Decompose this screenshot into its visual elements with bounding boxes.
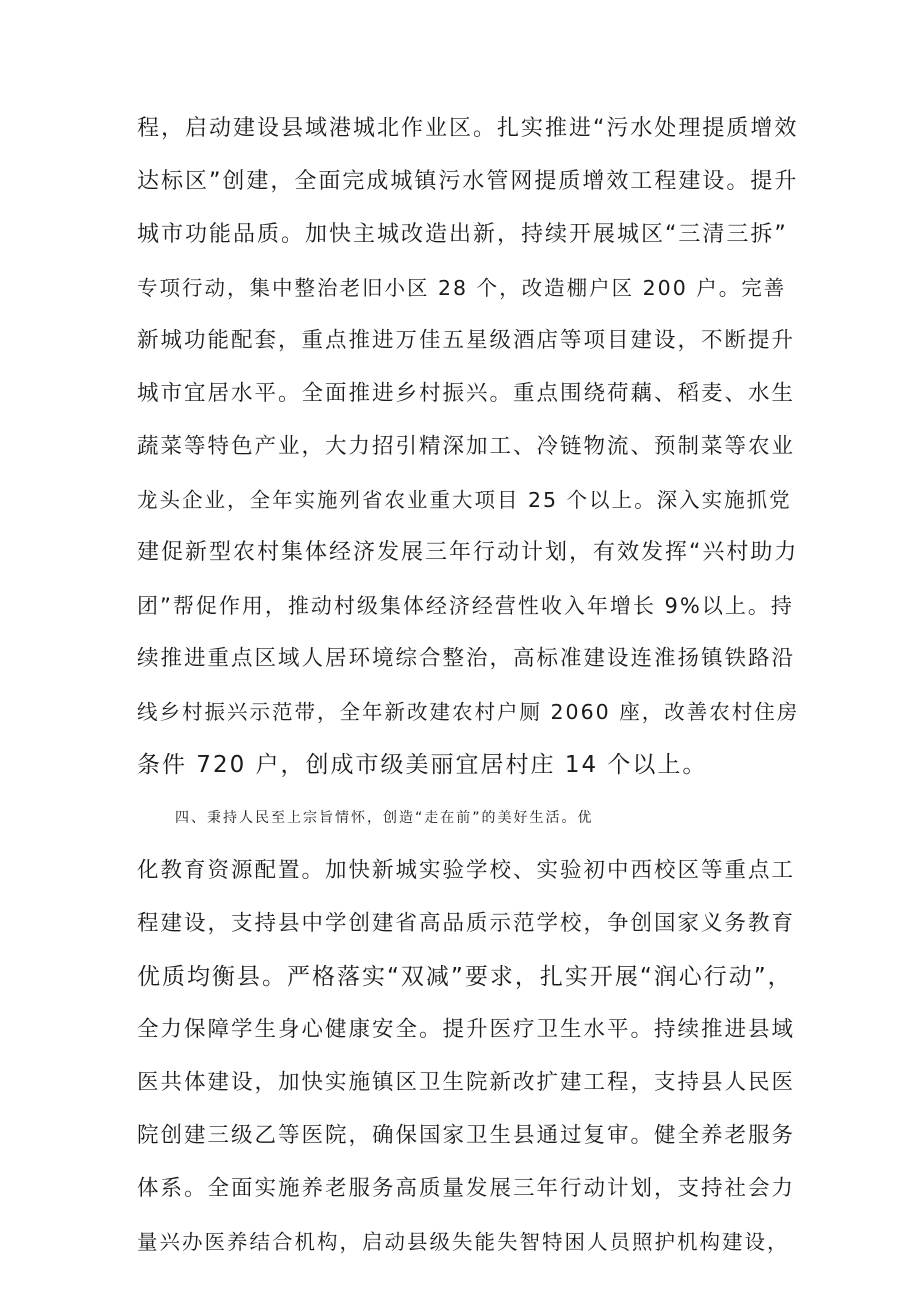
text-line: 达标区”创建，全面完成城镇污水管网提质增效工程建设。提升 [137, 169, 799, 194]
text-line: 体系。全面实施养老服务高质量发展三年行动计划，支持社会力 [137, 1176, 796, 1201]
text-line: 程，启动建设县域港城北作业区。扎实推进“污水处理提质增效 [137, 116, 799, 141]
text-line: 龙头企业，全年实施列省农业重大项目 25 个以上。深入实施抓党 [137, 488, 792, 512]
text-line: 优质均衡县。严格落实“双减”要求，扎实开展“润心行动”， [137, 964, 793, 990]
text-line: 医共体建设，加快实施镇区卫生院新改扩建工程，支持县人民医 [137, 1070, 796, 1095]
text-line: 全力保障学生身心健康安全。提升医疗卫生水平。持续推进县域 [137, 1017, 796, 1042]
text-line: 量兴办医养结合机构，启动县级失能失智特困人员照护机构建设， [137, 1230, 790, 1254]
text-line: 团”帮促作用，推动村级集体经济经营性收入年增长 9%以上。持 [137, 594, 794, 618]
text-line: 新城功能配套，重点推进万佳五星级酒店等项目建设，不断提升 [137, 328, 796, 353]
text-line: 续推进重点区域人居环境综合整治，高标准建设连淮扬镇铁路沿 [137, 646, 796, 671]
text-line: 化教育资源配置。加快新城实验学校、实验初中西校区等重点工 [137, 858, 796, 883]
text-line: 城市功能品质。加快主城改造出新，持续开展城区“三清三拆” [137, 222, 788, 247]
text-line: 蔬菜等特色产业，大力招引精深加工、冷链物流、预制菜等农业 [137, 434, 796, 459]
text-line: 条件 720 户，创成市级美丽宜居村庄 14 个以上。 [137, 752, 708, 778]
text-line: 线乡村振兴示范带，全年新改建农村户厕 2060 座，改善农村住房 [137, 700, 800, 724]
text-line: 院创建三级乙等医院，确保国家卫生县通过复审。健全养老服务 [137, 1123, 796, 1148]
text-line: 程建设，支持县中学创建省高品质示范学校，争创国家义务教育 [137, 911, 796, 936]
text-line: 专项行动，集中整治老旧小区 28 个，改造棚户区 200 户。完善 [137, 276, 787, 300]
text-line: 建促新型农村集体经济发展三年行动计划，有效发挥“兴村助力 [137, 540, 799, 565]
text-line: 城市宜居水平。全面推进乡村振兴。重点围绕荷藕、稻麦、水生 [137, 381, 796, 406]
paragraph-heading-line: 四、秉持人民至上宗旨情怀，创造“走在前”的美好生活。优 [175, 810, 594, 826]
